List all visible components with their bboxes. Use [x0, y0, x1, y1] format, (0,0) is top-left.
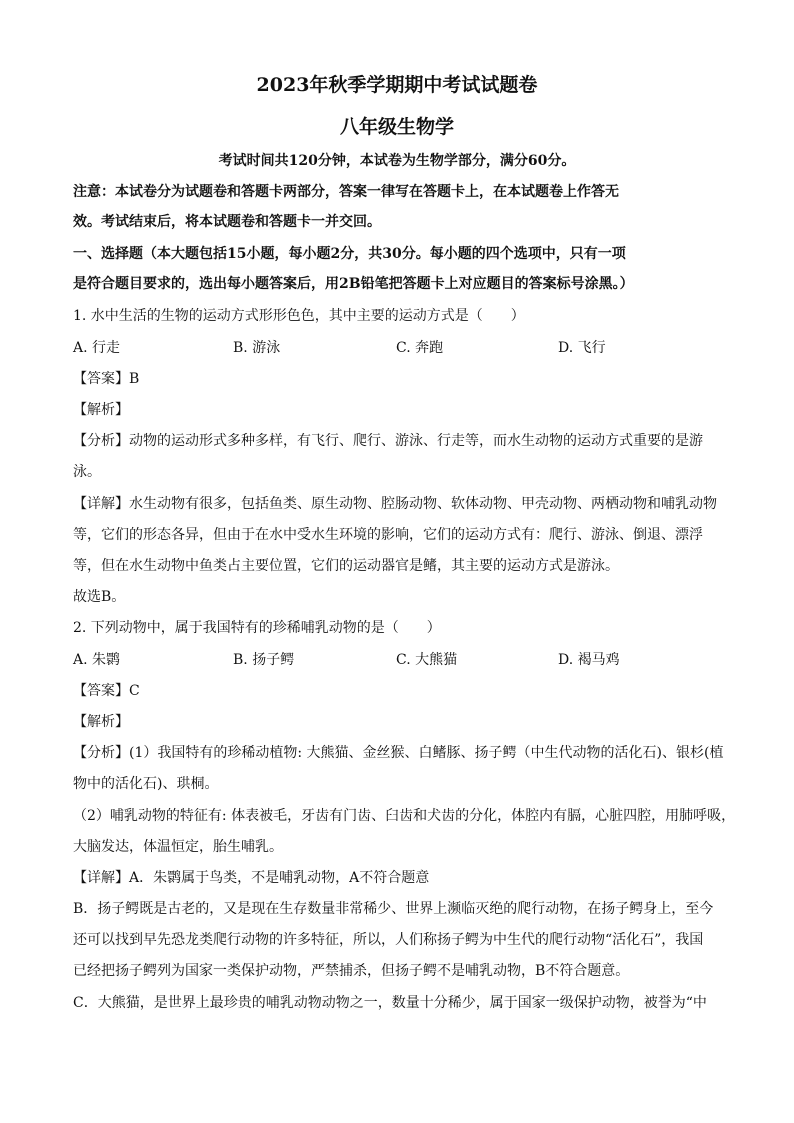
- q1-detail-line-1: 【详解】水生动物有很多，包括鱼类、原生动物、腔肠动物、软体动物、甲壳动物、两栖动物和哺乳动物: [73, 496, 717, 512]
- q2-fenxi-line-3: （2）哺乳动物的特征有: 体表被毛，牙齿有门齿、臼齿和犬齿的分化，体腔内有膈，心脏四腔，用肺呼吸，: [73, 808, 736, 824]
- page-subtitle: 八年级生物学: [339, 116, 454, 138]
- q2-option-a: A. 朱鹮: [73, 652, 121, 668]
- q2-option-b: B. 扬子鳄: [233, 652, 295, 668]
- q2-detail-line-4: 已经把扬子鳄列为国家一类保护动物，严禁捕杀，但扬子鳄不是哺乳动物，B不符合题意。: [73, 963, 630, 979]
- q2-fenxi-line-1: 【分析】(1）我国特有的珍稀动植物: 大熊猫、金丝猴、白鳍豚、扬子鳄（中生代动物的活化石)、银杉(植: [73, 745, 724, 761]
- exam-info: 考试时间共120分钟，本试卷为生物学部分，满分60分。: [218, 153, 576, 169]
- q1-conclusion: 故选B。: [73, 589, 126, 605]
- notice-line-1: 注意：本试卷分为试题卷和答题卡两部分，答案一律写在答题卡上，在本试题卷上作答无: [73, 184, 619, 200]
- q1-detail-line-3: 等，但在水生动物中鱼类占主要位置，它们的运动器官是鳍，其主要的运动方式是游泳。: [73, 558, 619, 574]
- q2-detail-line-3: 还可以找到早先恐龙类爬行动物的许多特征，所以，人们称扬子鳄为中生代的爬行动物“活化石”，我国: [73, 932, 704, 948]
- q2-detail-line-5: C．大熊猫，是世界上最珍贵的哺乳动物动物之一，数量十分稀少，属于国家一级保护动物，被誉为“中: [73, 995, 707, 1011]
- q2-detail-line-1: 【详解】A．朱鹮属于鸟类，不是哺乳动物，A不符合题意: [73, 870, 430, 886]
- q1-fenxi-line-2: 泳。: [73, 464, 101, 480]
- q1-analysis-label: 【解析】: [73, 402, 129, 418]
- section-heading-line-1: 一、选择题（本大题包括15小题，每小题2分，共30分。每小题的四个选项中，只有一项: [73, 246, 626, 262]
- q2-fenxi-line-2: 物中的活化石)、珙桐。: [73, 776, 219, 792]
- q2-analysis-label: 【解析】: [73, 714, 129, 730]
- q1-option-b: B. 游泳: [233, 340, 281, 356]
- q1-stem: 1. 水中生活的生物的运动方式形形色色，其中主要的运动方式是（ ）: [73, 308, 525, 324]
- q1-option-c: C. 奔跑: [396, 340, 444, 356]
- q2-detail-line-2: B．扬子鳄既是古老的，又是现在生存数量非常稀少、世界上濒临灭绝的爬行动物，在扬子鳄身上，至今: [73, 901, 714, 917]
- q2-answer: 【答案】C: [73, 683, 140, 699]
- q2-fenxi-line-4: 大脑发达，体温恒定，胎生哺乳。: [73, 839, 283, 855]
- q1-fenxi-line-1: 【分析】动物的运动形式多种多样，有飞行、爬行、游泳、行走等，而水生动物的运动方式重要的是游: [73, 433, 703, 449]
- q2-option-c: C. 大熊猫: [396, 652, 458, 668]
- section-heading-line-2: 是符合题目要求的，选出每小题答案后，用2B铅笔把答题卡上对应题目的答案标号涂黑。）: [73, 276, 634, 292]
- q1-option-d: D. 飞行: [558, 340, 606, 356]
- q2-option-d: D. 褐马鸡: [558, 652, 620, 668]
- q2-stem: 2. 下列动物中，属于我国特有的珍稀哺乳动物的是（ ）: [73, 620, 441, 636]
- q1-answer: 【答案】B: [73, 371, 140, 387]
- q1-detail-line-2: 等，它们的形态各异，但由于在水中受水生环境的影响，它们的运动方式有：爬行、游泳、倒退、漂浮: [73, 527, 703, 543]
- q1-option-a: A. 行走: [73, 340, 121, 356]
- page-title: 2023年秋季学期期中考试试题卷: [256, 74, 538, 96]
- notice-line-2: 效。考试结束后，将本试题卷和答题卡一并交回。: [73, 214, 381, 230]
